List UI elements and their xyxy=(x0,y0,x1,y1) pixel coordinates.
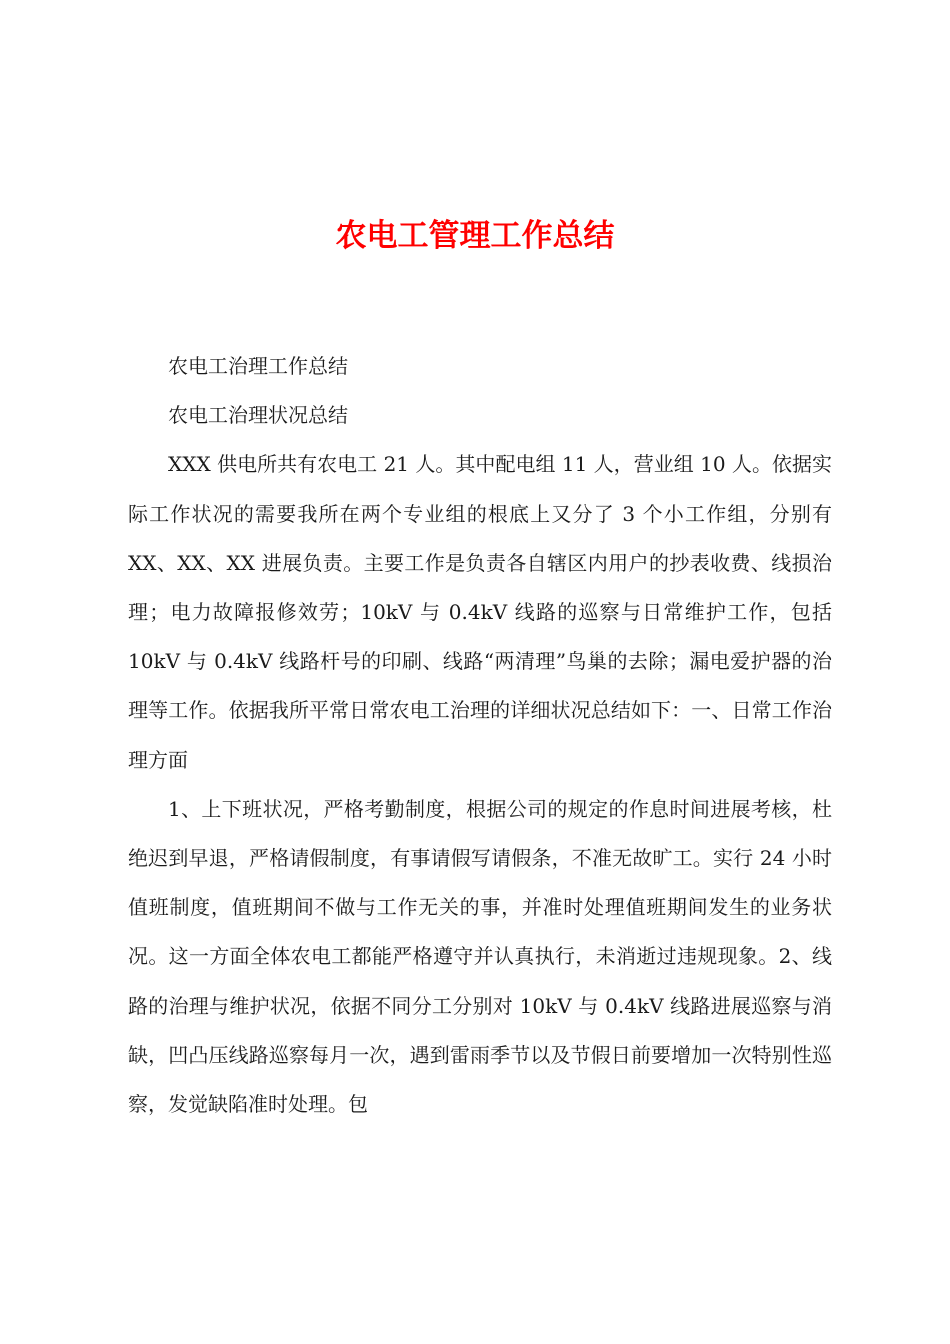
paragraph-subtitle-2: 农电工治理状况总结 xyxy=(168,403,348,428)
document-body xyxy=(128,342,832,1129)
paragraph-attendance-and-lines: 1、上下班状况，严格考勤制度，根据公司的规定的作息时间进展考核，杜绝迟到早退，严格请假制度，有事请假写请假条，不准无故旷工。实行 24 小时值班制度，值班期间不做与工作无关的事，并准时处理值班期间发生的业务状况。这一方面全体农电工都能严格遵守并认真执行，未消逝过违规现象。2、线路的治理与维护状况，依据不同分工分别对 10kV 与 0.4kV 线路进展巡察与消缺，凹凸压线路巡察每月一次，遇到雷雨季节以及节假日前要增加一次特别性巡察，发觉缺陷准时处理。包 xyxy=(128,796,832,1117)
paragraph-subtitle-1: 农电工治理工作总结 xyxy=(168,354,348,378)
paragraph-overview: XXX 供电所共有农电工 21 人。其中配电组 11 人，营业组 10 人。依据实际工作状况的需要我所在两个专业组的根底上又分了 3 个小工作组，分别有 XX、XX、XX 进展负责。主要工作是负责各自辖区内用户的抄表收费、线损治理；电力故障报修效劳；10kV 与 0.4kV 线路的巡察与日常维护工作，包括 10kV 与 0.4kV 线路杆号的印刷、线路“两清理”鸟巢的去除；漏电爱护器的治理等工作。依据我所平常日常农电工治理的详细状况总结如下：一、日常工作治理方面 xyxy=(128,452,832,772)
document-title: 农电工管理工作总结 xyxy=(335,218,615,254)
